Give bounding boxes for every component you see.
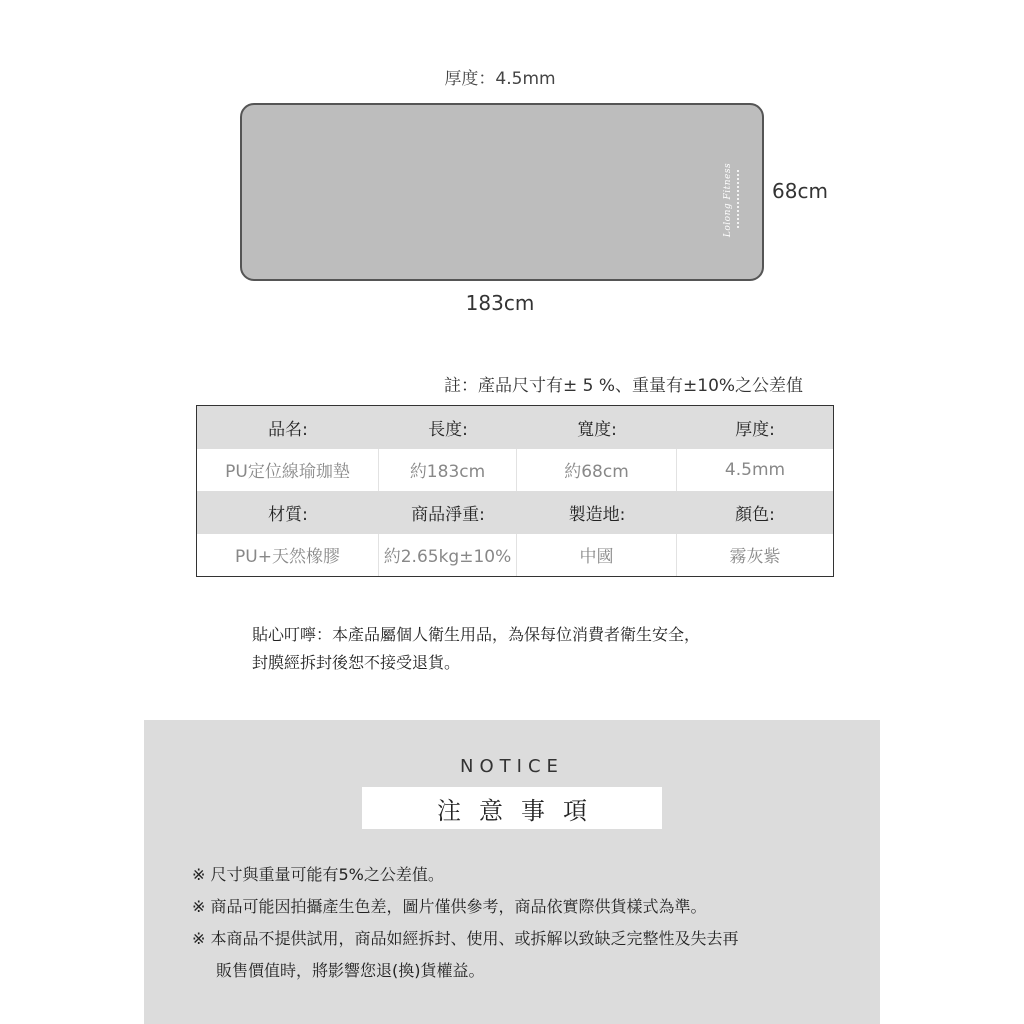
- header-cell: 商品淨重:: [411, 504, 485, 525]
- notice-item: ※ 尺寸與重量可能有5%之公差值。: [192, 865, 444, 884]
- brand-logo: [700, 162, 756, 238]
- value-cell: 霧灰紫: [729, 547, 781, 568]
- header-cell: 製造地:: [568, 504, 626, 525]
- notice-list: [192, 859, 872, 987]
- value-cell: PU+天然橡膠: [197, 534, 379, 577]
- header-cell: 品名:: [268, 419, 308, 440]
- value-cell: PU定位線瑜珈墊: [197, 449, 379, 492]
- value-cell: 中國: [517, 534, 677, 577]
- brand-logo-text: Lolong Fitness: [723, 162, 733, 238]
- value-cell: 約68cm: [517, 449, 677, 492]
- spec-table: [196, 405, 834, 577]
- width-label: 68cm: [772, 179, 828, 203]
- value-cell: 約2.65kg±10%: [379, 534, 517, 577]
- yoga-mat-diagram: [240, 103, 764, 281]
- logo-rule: [737, 170, 739, 230]
- tolerance-note: 註：產品尺寸有± 5 %、重量有±10%之公差值: [444, 376, 804, 396]
- header-cell: 顏色:: [735, 504, 775, 525]
- table-row: [197, 534, 833, 577]
- notice-item: 販售價值時，將影響您退(換)貨權益。: [216, 961, 485, 980]
- length-label: 183cm: [465, 291, 535, 315]
- table-row: [197, 449, 833, 492]
- hygiene-reminder: [252, 621, 700, 677]
- notice-panel: [144, 720, 880, 1024]
- notice-item: ※ 商品可能因拍攝產生色差，圖片僅供參考，商品依實際供貨樣式為準。: [192, 897, 707, 916]
- table-header-row: [197, 491, 833, 534]
- table-header-row: [197, 406, 833, 449]
- header-cell: 厚度:: [735, 419, 775, 440]
- header-cell: 長度:: [428, 419, 468, 440]
- value-cell: 約183cm: [379, 449, 517, 492]
- notice-item: ※ 本商品不提供試用，商品如經拆封、使用、或拆解以致缺乏完整性及失去再: [192, 929, 739, 948]
- header-cell: 材質:: [268, 504, 308, 525]
- reminder-line: 貼心叮嚀：本產品屬個人衛生用品，為保每位消費者衛生安全，: [252, 625, 701, 644]
- notice-title-zh: 注意事項: [362, 787, 662, 829]
- value-cell: 4.5mm: [724, 459, 786, 480]
- header-cell: 寬度:: [577, 419, 617, 440]
- reminder-line: 封膜經拆封後恕不接受退貨。: [252, 653, 461, 672]
- thickness-label: 厚度：4.5mm: [444, 69, 556, 89]
- notice-title-en: NOTICE: [460, 756, 564, 777]
